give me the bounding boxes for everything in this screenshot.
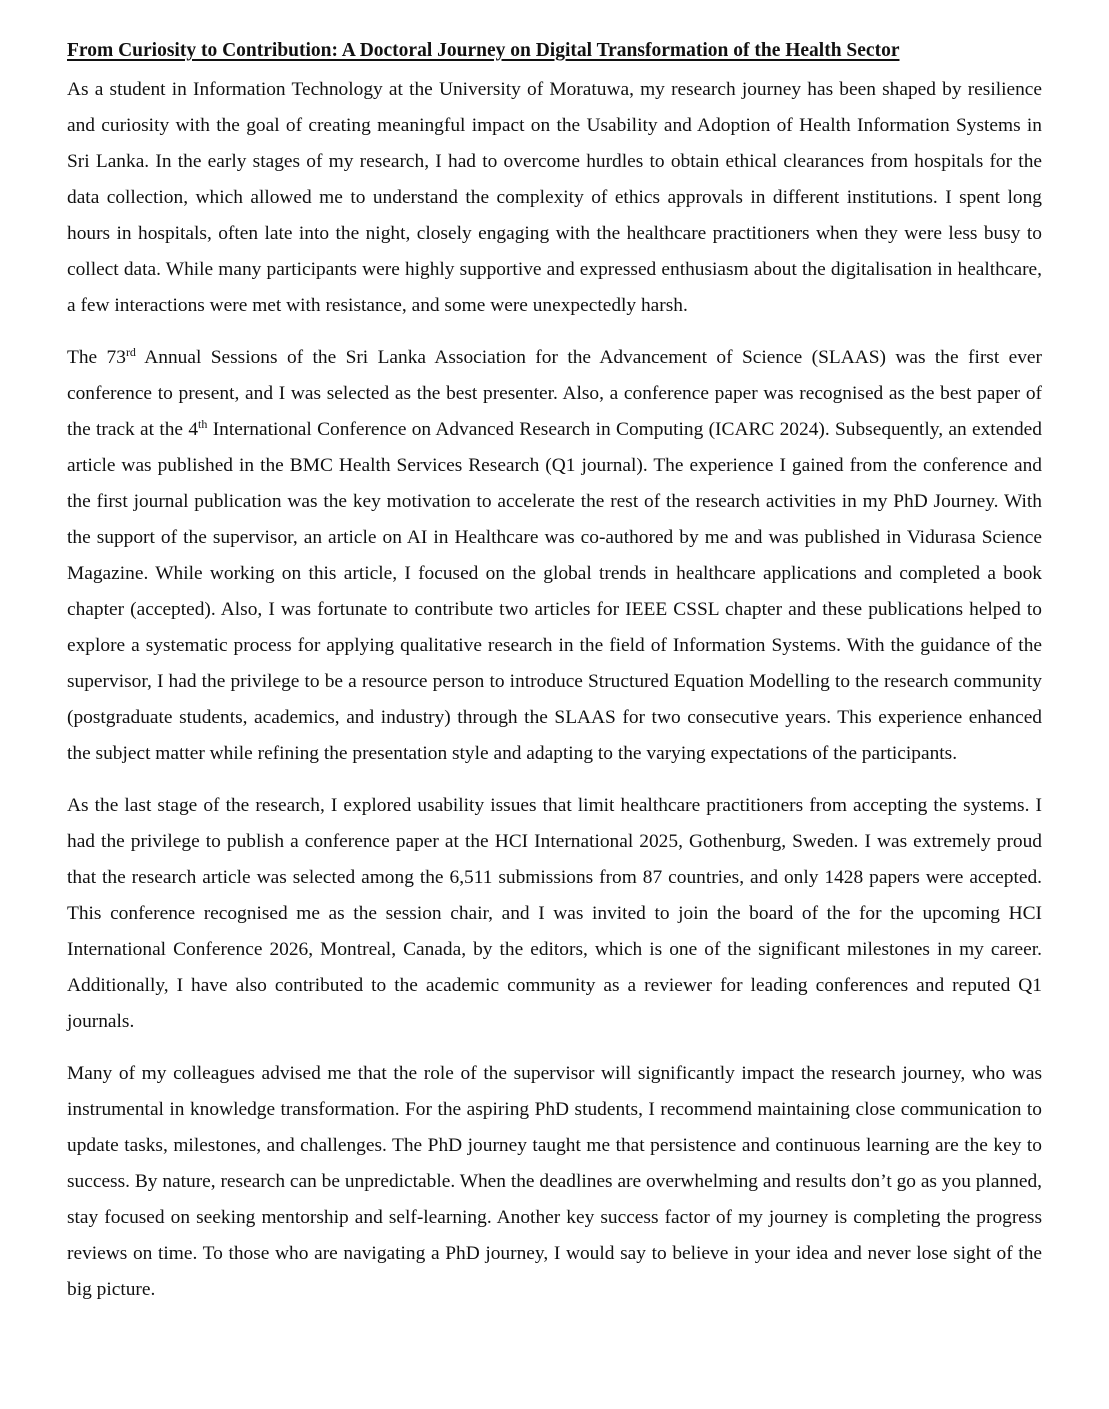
paragraph-text-segment: Annual Sessions of the Sri Lanka Association for the Advancement of Science (SLAAS) was the first ever conference to present, and I was selected as the best presenter. Also, a conference paper was recognised as the best paper of the track at the 4 [67, 347, 1042, 440]
ordinal-suffix: th [198, 417, 208, 431]
paragraph-text-segment: International Conference on Advanced Research in Computing (ICARC 2024). Subsequently, an extended article was published in the BMC Health Services Research (Q1 journal). The experience I gained from the conference and the first journal publication was the key motivation to accelerate the rest of the research activities in my PhD Journey. With the support of the supervisor, an article on AI in Healthcare was co-authored by me and was published in Vidurasa Science Magazine. While working on this article, I focused on the global trends in healthcare applications and completed a book chapter (accepted). Also, I was fortunate to contribute two articles for IEEE CSSL chapter and these publications helped to explore a systematic process for applying qualitative research in the field of Information Systems. With the guidance of the supervisor, I had the privilege to be a resource person to introduce Structured Equation Modelling to the research community (postgraduate students, academics, and industry) through the SLAAS for two consecutive years. This experience enhanced the subject matter while refining the presentation style and adapting to the varying expectations of the participants. [67, 419, 1042, 764]
paragraph-text-segment: The 73 [67, 347, 126, 368]
document-page [67, 36, 1042, 1324]
paragraph-final-stage: As the last stage of the research, I explored usability issues that limit healthcare practitioners from accepting the systems. I had the privilege to publish a conference paper at the HCI International 2025, Gothenburg, Sweden. I was extremely proud that the research article was selected among the 6,511 submissions from 87 countries, and only 1428 papers were accepted. This conference recognised me as the session chair, and I was invited to join the board of the for the upcoming HCI International Conference 2026, Montreal, Canada, by the editors, which is one of the significant milestones in my career. Additionally, I have also contributed to the academic community as a reviewer for leading conferences and reputed Q1 journals. [67, 795, 1042, 1032]
paragraph-publications-and-awards [67, 340, 1042, 772]
paragraph-advice: Many of my colleagues advised me that the role of the supervisor will significantly impact the research journey, who was instrumental in knowledge transformation. For the aspiring PhD students, I recommend maintaining close communication to update tasks, milestones, and challenges. The PhD journey taught me that persistence and continuous learning are the key to success. By nature, research can be unpredictable. When the deadlines are overwhelming and results don’t go as you planned, stay focused on seeking mentorship and self-learning. Another key success factor of my journey is completing the progress reviews on time. To those who are navigating a PhD journey, I would say to believe in your idea and never lose sight of the big picture. [67, 1063, 1042, 1300]
document-title: From Curiosity to Contribution: A Doctoral Journey on Digital Transformation of the Health Sector [67, 40, 900, 61]
ordinal-suffix: rd [125, 345, 136, 359]
paragraph-research-beginnings: As a student in Information Technology at the University of Moratuwa, my research journey has been shaped by resilience and curiosity with the goal of creating meaningful impact on the Usability and Adoption of Health Information Systems in Sri Lanka. In the early stages of my research, I had to overcome hurdles to obtain ethical clearances from hospitals for the data collection, which allowed me to understand the complexity of ethics approvals in different institutions. I spent long hours in hospitals, often late into the night, closely engaging with the healthcare practitioners when they were less busy to collect data. While many participants were highly supportive and expressed enthusiasm about the digitalisation in healthcare, a few interactions were met with resistance, and some were unexpectedly harsh. [67, 79, 1042, 316]
